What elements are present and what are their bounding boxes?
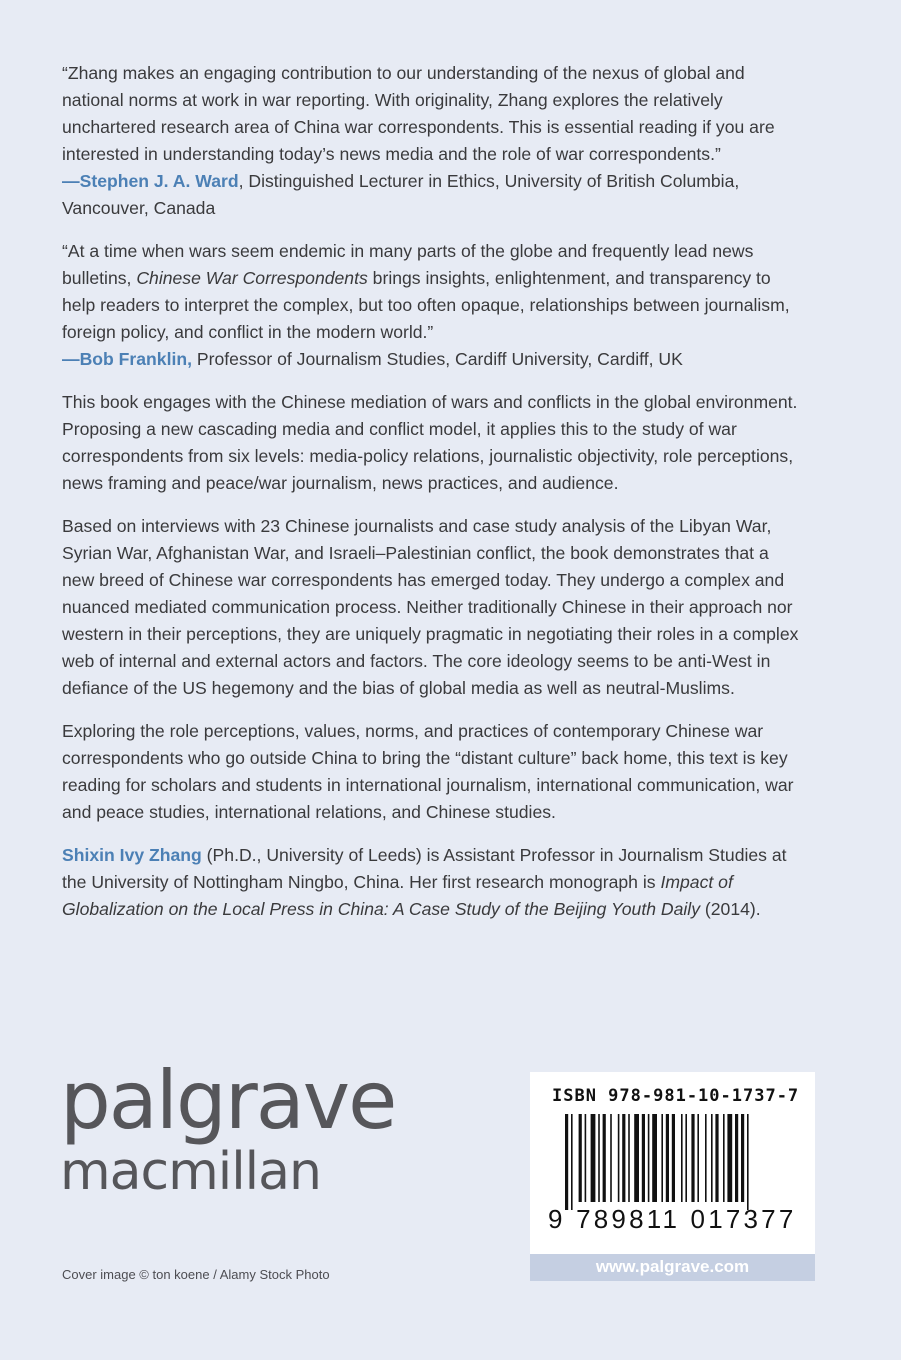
endorser-affiliation: , Distinguished Lecturer in Ethics, University of British Columbia, Vancouver, Canada	[62, 171, 740, 218]
author-name: Shixin Ivy Zhang	[62, 845, 202, 865]
barcode-bar	[723, 1114, 725, 1202]
endorser-name: —Stephen J. A. Ward	[62, 171, 239, 191]
barcode-bar	[585, 1114, 587, 1202]
barcode-bar	[610, 1114, 612, 1202]
barcode-bar	[747, 1114, 749, 1210]
barcode-bar	[591, 1114, 596, 1202]
barcode-digits: 9 789811 017377	[548, 1204, 797, 1234]
barcode-bar	[661, 1114, 663, 1202]
barcode-bar	[634, 1114, 639, 1202]
cover-image-credit: Cover image © ton koene / Alamy Stock Photo	[62, 1267, 330, 1282]
barcode-bar	[711, 1114, 713, 1202]
endorsement-attribution	[62, 346, 802, 373]
publisher-website: www.palgrave.com	[530, 1254, 815, 1281]
barcode-bar	[571, 1114, 573, 1210]
barcode-bar	[705, 1114, 707, 1202]
quote-text-after: brings insights, enlightenment, and transparency to help readers to interpret the complex, but too often opaque, relationships between journalism, foreign policy, and conflict in the modern world.”	[62, 268, 790, 342]
monograph-title: Impact of Globalization on the Local Press in China: A Case Study of the Beijing Youth Daily	[62, 872, 733, 919]
barcode-bar	[697, 1114, 699, 1202]
barcode-bar	[565, 1114, 568, 1210]
publisher-logo	[60, 1054, 396, 1202]
endorsement-attribution	[62, 168, 802, 222]
barcode-bar	[598, 1114, 600, 1202]
logo-palgrave: palgrave	[60, 1054, 396, 1147]
description-paragraph-2: Based on interviews with 23 Chinese journalists and case study analysis of the Libyan War, Syrian War, Afghanistan War, and Israeli–Palestinian conflict, the book demonstrates that a new breed of Chinese war correspondents has emerged today. They undergo a complex and nuanced mediated communication process. Neither traditionally Chinese in their approach nor western in their perceptions, they are uniquely pragmatic in negotiating their roles in a complex web of internal and external actors and factors. The core ideology seems to be anti-West in defiance of the US hegemony and the bias of global media as well as neutral-Muslims.	[62, 516, 799, 698]
quote-text-before: “At a time when wars seem endemic in many parts of the globe and frequently lead news bulletins,	[62, 241, 754, 288]
barcode-bar	[579, 1114, 582, 1202]
author-bio-end: (2014).	[700, 899, 761, 919]
barcode-bar	[618, 1114, 620, 1202]
logo-macmillan: macmillan	[60, 1142, 321, 1202]
isbn-label: ISBN 978-981-10-1737-7	[552, 1086, 800, 1106]
barcode-bar	[715, 1114, 718, 1202]
endorser-name: —Bob Franklin,	[62, 349, 193, 369]
barcode-bar	[622, 1114, 625, 1202]
back-cover-text	[62, 60, 802, 939]
isbn-barcode-box	[530, 1072, 815, 1254]
description-paragraph-3: Exploring the role perceptions, values, norms, and practices of contemporary Chinese war correspondents who go outside China to bring the “distant culture” back home, this text is key reading for scholars and students in international journalism, international communication, war and peace studies, international relations, and Chinese studies.	[62, 721, 794, 822]
barcode-bar	[652, 1114, 657, 1202]
barcode-bar	[666, 1114, 669, 1202]
endorsement-ward	[62, 60, 802, 222]
endorsement-franklin	[62, 238, 802, 373]
barcode-bar	[642, 1114, 645, 1202]
author-bio-text: (Ph.D., University of Leeds) is Assistant Professor in Journalism Studies at the University of Nottingham Ningbo, China. Her first research monograph is	[62, 845, 787, 892]
barcode-bars	[565, 1114, 780, 1210]
endorsement-quote	[62, 238, 802, 346]
barcode-bar	[735, 1114, 738, 1202]
barcode-bar	[603, 1114, 606, 1202]
barcode-bar	[681, 1114, 683, 1202]
barcode-bar	[672, 1114, 675, 1202]
endorser-affiliation: Professor of Journalism Studies, Cardiff University, Cardiff, UK	[192, 349, 683, 369]
book-title-italic: Chinese War Correspondents	[136, 268, 368, 288]
description-paragraph-1: This book engages with the Chinese mediation of wars and conflicts in the global environment. Proposing a new cascading media and conflict model, it applies this to the study of war correspondents from six levels: media-policy relations, journalistic objectivity, role perceptions, news framing and peace/war journalism, news practices, and audience.	[62, 392, 798, 493]
barcode-bar	[727, 1114, 732, 1202]
barcode-bar	[648, 1114, 650, 1202]
barcode-bar	[685, 1114, 687, 1202]
barcode-bar	[691, 1114, 694, 1202]
endorsement-quote: “Zhang makes an engaging contribution to our understanding of the nexus of global and national norms at work in war reporting. With originality, Zhang explores the relatively unchartered research area of China war correspondents. This is essential reading if you are interested in understanding today’s news media and the role of war correspondents.”	[62, 63, 775, 164]
author-bio	[62, 842, 802, 923]
barcode-bar	[628, 1114, 630, 1202]
barcode-bar	[741, 1114, 744, 1202]
